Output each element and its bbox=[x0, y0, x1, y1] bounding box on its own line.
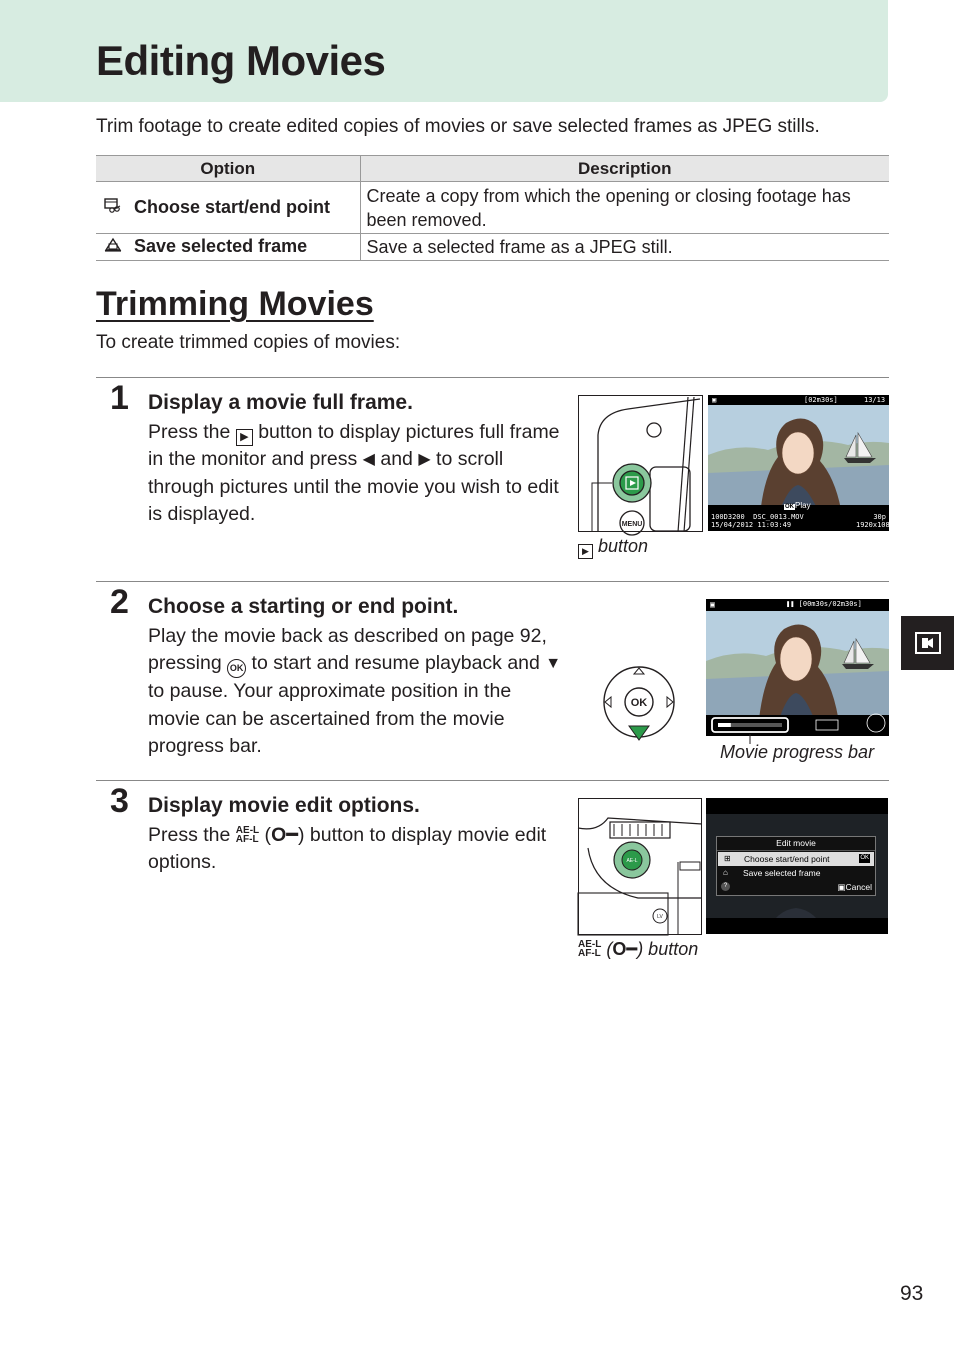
step-title: Choose a starting or end point. bbox=[148, 595, 459, 618]
page-number: 93 bbox=[900, 1282, 924, 1305]
step-title: Display a movie full frame. bbox=[148, 391, 413, 414]
save-frame-icon bbox=[102, 236, 124, 260]
camera-back-illustration bbox=[578, 395, 703, 532]
step-number: 1 bbox=[110, 379, 129, 417]
divider bbox=[96, 377, 889, 378]
intro-text: Trim footage to create edited copies of movies or save selected frames as JPEG stills. bbox=[96, 116, 820, 137]
key-icon: O━ bbox=[271, 824, 298, 846]
right-arrow-icon: ▶ bbox=[418, 451, 431, 469]
svg-text:LV: LV bbox=[657, 914, 663, 920]
edit-movie-menu bbox=[716, 836, 876, 896]
play-button-icon: ▶ bbox=[236, 429, 253, 446]
step-number: 3 bbox=[110, 782, 129, 820]
chapter-tab[interactable] bbox=[901, 616, 954, 670]
section-title: Trimming Movies bbox=[96, 285, 374, 323]
step-body: Press the AE-L AF-L (O━) button to display movie edit options. bbox=[148, 824, 547, 874]
movie-playback-screen: ▣ ❚❚ [00m30s/02m30s] bbox=[706, 599, 889, 736]
option-label: Save selected frame bbox=[134, 236, 308, 256]
cancel-label: ▣Cancel bbox=[837, 882, 872, 892]
multi-selector-icon bbox=[601, 664, 677, 740]
options-table bbox=[96, 155, 889, 261]
column-header-option: Option bbox=[96, 156, 360, 182]
divider bbox=[96, 780, 889, 781]
section-lead: To create trimmed copies of movies: bbox=[96, 332, 401, 353]
table-row bbox=[96, 234, 889, 261]
choose-start-end-icon: ⊞ bbox=[724, 854, 731, 863]
ae-af-lock-icon: AE-L AF-L bbox=[235, 825, 260, 845]
option-description: Create a copy from which the opening or closing footage has been removed. bbox=[360, 182, 889, 234]
save-frame-icon: ⌂ bbox=[723, 868, 728, 877]
playback-screen: ▣ [02m30s] 13/13 OKPlay 100D3200 DSC_0013.MOV 15/04/2012 11:03:49 30p 1920x1080 bbox=[708, 395, 889, 531]
figure-caption: AE-L AF-L (O━) button bbox=[578, 939, 699, 959]
figure-caption: ▶ button bbox=[578, 535, 648, 559]
ae-af-lock-icon: AE-L AF-L bbox=[578, 939, 602, 959]
choose-start-end-icon bbox=[102, 197, 124, 221]
step-title: Display movie edit options. bbox=[148, 794, 420, 817]
svg-text:AE-L: AE-L bbox=[626, 858, 638, 864]
menu-title: Edit movie bbox=[717, 837, 875, 851]
left-arrow-icon: ◀ bbox=[362, 451, 375, 469]
divider bbox=[96, 581, 889, 582]
column-header-description: Description bbox=[360, 156, 889, 182]
step-number: 2 bbox=[110, 583, 129, 621]
svg-text:MENU: MENU bbox=[621, 521, 643, 528]
option-label: Choose start/end point bbox=[134, 196, 331, 217]
ok-button-icon: OK bbox=[227, 659, 246, 678]
play-button-icon: ▶ bbox=[578, 544, 593, 559]
help-icon: ? bbox=[721, 882, 730, 891]
step-body: Play the movie back as described on page 92, pressing OK to start and resume playback and ▼ to pause. Your approximate position in the movie can be ascertained from the movie progress bar. bbox=[148, 625, 562, 757]
page-title: Editing Movies bbox=[96, 37, 386, 84]
down-arrow-icon: ▼ bbox=[545, 655, 562, 673]
menu-item-choose-start-end[interactable]: ⊞ Choose start/end point OK bbox=[718, 852, 874, 866]
option-description: Save a selected frame as a JPEG still. bbox=[360, 234, 889, 261]
edit-movie-menu-screen bbox=[706, 798, 888, 934]
camera-top-illustration bbox=[578, 798, 702, 935]
movie-icon bbox=[914, 631, 942, 655]
frame-counter: 13/13 bbox=[864, 396, 886, 404]
progress-bar-fill bbox=[718, 723, 731, 727]
key-icon: O━ bbox=[612, 939, 638, 959]
menu-item-save-frame[interactable]: ⌂ Save selected frame bbox=[723, 868, 821, 878]
table-row bbox=[96, 182, 889, 234]
svg-text:OK: OK bbox=[630, 697, 648, 709]
figure-caption: Movie progress bar bbox=[720, 742, 875, 762]
step-body: Press the ▶ button to display pictures full frame in the monitor and press ◀ and ▶ to scroll through pictures until the movie you wish to edit is displayed. bbox=[148, 421, 560, 525]
